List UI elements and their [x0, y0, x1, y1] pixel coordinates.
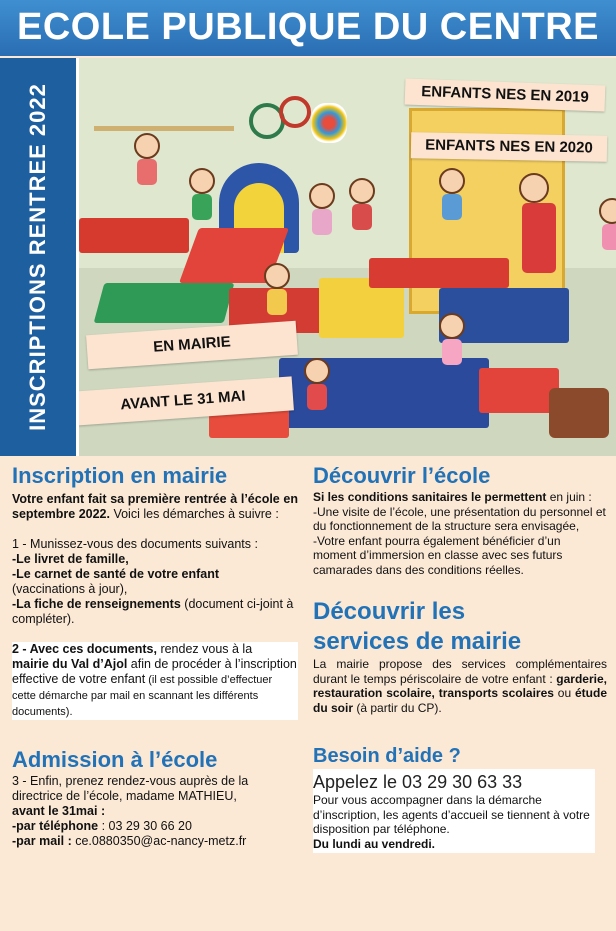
aide-box: [313, 769, 595, 853]
teacher-figure: [519, 173, 556, 273]
inscription-intro: Votre enfant fait sa première rentrée à l’école en septembre 2022. Voici les démarches à suivre :: [12, 492, 298, 521]
decouvrir-ecole-title: Découvrir l’école: [313, 463, 491, 488]
sidebar-text: INSCRIPTIONS RENTREE 2022: [25, 83, 50, 431]
page-title: ECOLE PUBLIQUE DU CENTRE: [16, 6, 600, 48]
mat: [479, 368, 559, 413]
child-figure: [309, 183, 335, 235]
child-figure: [134, 133, 160, 185]
sidebar-banner: [0, 58, 79, 456]
mat: [94, 283, 235, 323]
mat: [79, 218, 189, 253]
admission-phone: -par téléphone : 03 29 30 66 20: [12, 819, 192, 833]
right-column: [313, 462, 607, 853]
doc1: -Le livret de famille,: [12, 552, 129, 566]
child-figure: [304, 358, 330, 410]
doc3: -La fiche de renseignements (document ci-joint à compléter).: [12, 597, 294, 626]
services-text: La mairie propose des services complémentaires durant le temps périscolaire de votre enfant : garderie, restauration scolaire, transports scolaires ou étude du soir (à partir du CP).: [313, 657, 607, 715]
child-figure: [349, 178, 375, 230]
decouvrir-ecole-item2: -Votre enfant pourra également bénéficier d’un moment d’immersion en classe avec ses futurs camarades dans des conditions réelles.: [313, 533, 563, 577]
ball-basket: [549, 388, 609, 438]
admission-text: 3 - Enfin, prenez rendez-vous auprès de la directrice de l’école, madame MATHIEU,: [12, 774, 249, 803]
admission-mail: -par mail : ce.0880350@ac-nancy-metz.fr: [12, 834, 247, 848]
child-figure: [439, 168, 465, 220]
doc2: -Le carnet de santé de votre enfant: [12, 567, 220, 581]
doc2-note: (vaccinations à jour),: [12, 582, 128, 596]
ball-net-icon: [311, 103, 347, 143]
label-2020: ENFANTS NES EN 2020: [411, 132, 607, 161]
child-figure: [599, 198, 616, 250]
decouvrir-ecole-item1: -Une visite de l’école, une présentation du personnel et du fonctionnement de la structure sera envisagée,: [313, 504, 606, 533]
label-deadline: AVANT LE 31 MAI: [79, 376, 294, 425]
label-mairie: EN MAIRIE: [86, 321, 298, 370]
services-title: Découvrir les services de mairie: [313, 598, 522, 655]
admission-title: Admission à l’école: [12, 747, 218, 772]
step1: 1 - Munissez-vous des documents suivants :: [12, 537, 258, 551]
rings-icon: [279, 96, 311, 128]
step2: 2 - Avec ces documents, rendez vous à la mairie du Val d’Ajol afin de procéder à l’inscription effective de votre enfant (il est possible d’effectuer cette démarche par mail en scannant les différents documents).: [12, 642, 297, 718]
admission-deadline: avant le 31mai :: [12, 804, 106, 818]
beam-block: [369, 258, 509, 288]
bar-icon: [94, 126, 234, 131]
aide-text: Pour vous accompagner dans la démarche d’inscription, les agents d’accueil se tiennent à votre disposition par téléphone.: [313, 793, 590, 836]
child-figure: [439, 313, 465, 365]
aide-title: Besoin d’aide ?: [313, 745, 461, 767]
child-figure: [264, 263, 290, 315]
left-column: [12, 462, 298, 849]
aide-phone: Appelez le 03 29 30 63 33: [313, 772, 523, 792]
child-figure: [189, 168, 215, 220]
header-banner: [0, 0, 616, 56]
inscription-title: Inscription en mairie: [12, 463, 228, 488]
aide-hours: Du lundi au vendredi.: [313, 836, 436, 851]
decouvrir-ecole-cond: Si les conditions sanitaires le permettent en juin :: [313, 490, 592, 504]
label-2019: ENFANTS NES EN 2019: [405, 79, 606, 112]
gym-illustration: [79, 58, 616, 456]
